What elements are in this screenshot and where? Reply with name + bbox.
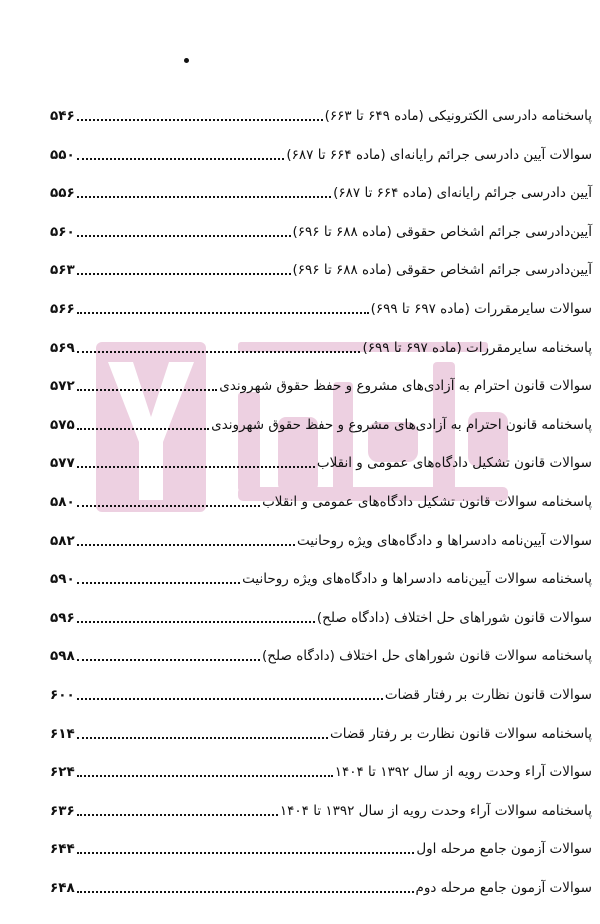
toc-entry[interactable] — [50, 413, 592, 435]
toc-entry-page-number: ۵۶۰ — [50, 223, 75, 240]
toc-entry-title: پاسخنامه سوالات آراء وحدت رویه از سال ۱۳۹۲ تا ۱۴۰۴ — [279, 802, 592, 819]
toc-entry-title: سوالات قانون تشکیل دادگاه‌های عمومی و انقلاب — [316, 455, 592, 472]
toc-entry-page-number: ۶۰۰ — [50, 687, 75, 703]
toc-entry-page-number: ۵۹۰ — [50, 571, 75, 588]
toc-entry-page-number: ۵۵۰ — [50, 146, 75, 163]
toc-dot-leader — [77, 119, 323, 121]
toc-dot-leader — [77, 698, 383, 700]
toc-dot-leader — [77, 582, 240, 584]
toc-entry-title: سوالات آیین‌نامه دادسراها و دادگاه‌های ویژه روحانیت — [297, 532, 592, 549]
toc-entry[interactable] — [50, 722, 592, 744]
toc-entry-page-number: ۵۶۳ — [50, 262, 75, 279]
toc-dot-leader — [77, 466, 315, 468]
toc-entry-title: پاسخنامه سایرمقررات (ماده ۶۹۷ تا ۶۹۹) — [362, 339, 592, 356]
toc-entry[interactable] — [50, 258, 592, 280]
toc-dot-leader — [77, 891, 414, 893]
toc-entry-title: سوالات آیین دادرسی جرائم رایانه‌ای (ماده ۶۶۴ تا ۶۸۷) — [286, 146, 592, 163]
toc-entry-page-number: ۶۱۴ — [50, 725, 75, 742]
toc-dot-leader — [77, 852, 415, 854]
toc-entry[interactable] — [50, 451, 592, 473]
toc-entry-page-number: ۶۲۴ — [50, 764, 75, 781]
toc-entry-page-number: ۶۴۴ — [50, 841, 75, 858]
toc-entry[interactable] — [50, 336, 592, 358]
toc-entry-title: سوالات آراء وحدت رویه از سال ۱۳۹۲ تا ۱۴۰۴ — [334, 764, 592, 781]
toc-dot-leader — [77, 351, 361, 353]
toc-dot-leader — [77, 428, 209, 430]
toc-entry-title: پاسخنامه قانون احترام به آزادی‌های مشروع و حفظ حقوق شهروندی — [211, 416, 592, 433]
toc-dot-leader — [77, 505, 260, 507]
toc-dot-leader — [77, 273, 291, 275]
toc-entry-page-number: ۵۵۶ — [50, 185, 75, 202]
toc-entry-title: پاسخنامه سوالات قانون شوراهای حل اختلاف (دادگاه صلح) — [262, 648, 592, 665]
toc-dot-leader — [77, 235, 291, 237]
toc-dot-leader — [77, 659, 260, 661]
toc-dot-leader — [77, 158, 285, 160]
toc-entry-title: پاسخنامه سوالات قانون نظارت بر رفتار قضات — [330, 725, 592, 742]
toc-entry[interactable] — [50, 490, 592, 512]
toc-entry[interactable] — [50, 297, 592, 319]
toc-entry-title: آیین‌دادرسی جرائم اشخاص حقوقی (ماده ۶۸۸ تا ۶۹۶) — [292, 262, 592, 279]
toc-entry-page-number: ۶۴۸ — [50, 880, 75, 896]
toc-entry-page-number: ۵۸۲ — [50, 532, 75, 549]
toc-entry-page-number: ۵۴۶ — [50, 108, 75, 124]
toc-dot-leader — [77, 312, 369, 314]
toc-entry-title: سوالات قانون نظارت بر رفتار قضات — [384, 687, 592, 703]
toc-entry-page-number: ۵۸۰ — [50, 494, 75, 510]
toc-dot-leader — [77, 196, 331, 198]
toc-entry-title: سوالات قانون احترام به آزادی‌های مشروع و حفظ حقوق شهروندی — [219, 378, 592, 395]
toc-entry-page-number: ۵۷۵ — [50, 416, 75, 433]
toc-entry-title: سوالات آزمون جامع مرحله اول — [416, 841, 592, 858]
toc-entry-page-number: ۶۳۶ — [50, 802, 75, 819]
toc-entry[interactable] — [50, 374, 592, 396]
toc-entry-page-number: ۵۹۸ — [50, 648, 75, 665]
toc-entry-page-number: ۵۶۹ — [50, 339, 75, 356]
toc-entry-page-number: ۵۷۲ — [50, 378, 75, 395]
toc-entry[interactable] — [50, 799, 592, 821]
toc-entry-page-number: ۵۹۶ — [50, 609, 75, 626]
toc-entry-page-number: ۵۷۷ — [50, 455, 75, 472]
toc-entry-title: پاسخنامه دادرسی الکترونیکی (ماده ۶۴۹ تا ۶۶۳) — [324, 108, 592, 124]
toc-entry[interactable] — [50, 760, 592, 782]
toc-entry-title: سوالات آزمون جامع مرحله دوم — [415, 880, 592, 896]
toc-entry[interactable] — [50, 104, 592, 126]
toc-dot-leader — [77, 814, 278, 816]
toc-entry[interactable] — [50, 644, 592, 666]
toc-dot-leader — [77, 775, 333, 777]
toc-entry-title: سوالات سایرمقررات (ماده ۶۹۷ تا ۶۹۹) — [370, 301, 592, 317]
toc-dot-leader — [77, 621, 315, 623]
toc-entry-page-number: ۵۶۶ — [50, 301, 75, 317]
toc-entry-title: آیین‌دادرسی جرائم اشخاص حقوقی (ماده ۶۸۸ تا ۶۹۶) — [292, 223, 592, 240]
toc-entry[interactable] — [50, 143, 592, 165]
toc-entry[interactable] — [50, 181, 592, 203]
toc-dot-leader — [77, 737, 328, 739]
toc-entry-title: آیین دادرسی جرائم رایانه‌ای (ماده ۶۶۴ تا ۶۸۷) — [333, 185, 592, 202]
toc-entry[interactable] — [50, 683, 592, 705]
toc-dot-leader — [77, 389, 218, 391]
toc-entry[interactable] — [50, 876, 592, 898]
toc-entry[interactable] — [50, 529, 592, 551]
toc-entry-title: پاسخنامه سوالات قانون تشکیل دادگاه‌های عمومی و انقلاب — [262, 494, 592, 510]
toc-entry[interactable] — [50, 220, 592, 242]
toc-entry-title: سوالات قانون شوراهای حل اختلاف (دادگاه صلح) — [316, 609, 592, 626]
toc-entry[interactable] — [50, 567, 592, 589]
toc-entry-title: پاسخنامه سوالات آیین‌نامه دادسراها و دادگاه‌های ویژه روحانیت — [242, 571, 592, 588]
toc-entry[interactable] — [50, 606, 592, 628]
toc-entry[interactable] — [50, 837, 592, 859]
toc-dot-leader — [77, 544, 295, 546]
